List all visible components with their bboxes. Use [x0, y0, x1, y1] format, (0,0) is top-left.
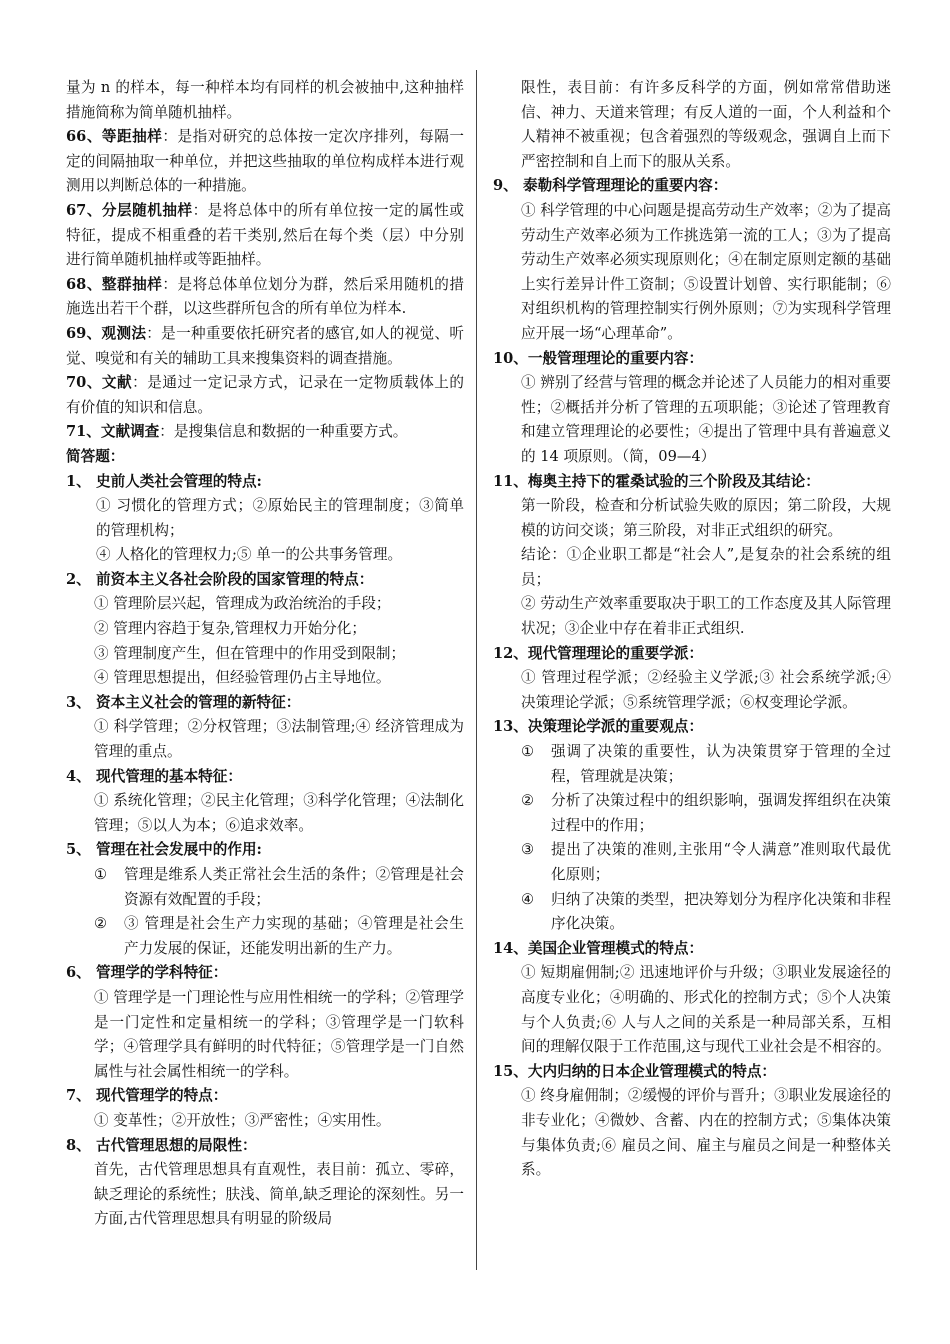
question-title: 大内归纳的日本企业管理模式的特点：: [527, 1062, 777, 1080]
item-text: 提出了决策的准则,主张用“令人满意”准则取代最优化原则；: [551, 841, 891, 883]
answer-item: [493, 888, 891, 937]
term: 67、分层随机抽样: [66, 201, 193, 219]
answer-text: ① 辨别了经营与管理的概念并论述了人员能力的相对重要性；②概括并分析了管理的五项职能；③论述了管理教育和建立管理理论的必要性；④提出了管理中具有普遍意义的 14 项原则。（简，09—4）: [521, 374, 891, 465]
question-title: 现代管理的基本特征：: [96, 767, 242, 785]
item-text: 归纳了决策的类型，把决筹划分为程序化决策和非程序化决策。: [551, 890, 891, 933]
answer-line: ④ 管理思想提出，但经验管理仍占主导地位。: [94, 669, 391, 687]
question-title: 现代管理理论的重要学派：: [527, 644, 704, 662]
continued-paragraph: 限性，表目前：有许多反科学的方面，例如常常借助迷信、神力、天道来管理；有反人道的一面，个人利益和个人精神不被重视；包含着强烈的等级观念，强调自上而下严密控制和自上而下的服从关系。: [521, 79, 891, 170]
item-text: 分析了决策过程中的组织影响，强调发挥组织在决策过程中的作用；: [551, 792, 891, 834]
answer-text: ① 短期雇佣制;② 迅速地评价与升级；③职业发展途径的高度专业化；④明确的、形式化的控制方式；⑤个人决策与个人负责;⑥ 人与人之间的关系是一种局部关系，互相间的理解仅限于工作范围,这与现代工业社会是不相容的。: [521, 964, 891, 1056]
section-heading: 简答题：: [66, 447, 125, 465]
definition-text: ：是搜集信息和数据的一种重要方式。: [159, 423, 408, 441]
answer-line: ② 劳动生产效率重要取决于职工的工作态度及其人际管理状况；③企业中存在着非正式组织.: [521, 595, 891, 638]
question-number: 7、: [66, 1087, 91, 1105]
question-title: 管理在社会发展中的作用:: [96, 841, 262, 859]
question-number: 5、: [66, 841, 91, 859]
question-title: 梅奥主持下的霍桑试验的三个阶段及其结论：: [527, 472, 820, 490]
question-number: 9、: [493, 177, 518, 195]
question-8-heading: [66, 1134, 464, 1159]
answer-item: [493, 789, 891, 838]
question-12-heading: [493, 642, 891, 667]
question-11-heading: [493, 470, 891, 495]
question-2-heading: [66, 568, 464, 593]
item-text: ③ 管理是社会生产力实现的基础；④管理是社会生产力发展的保证，还能发明出新的生产力。: [124, 915, 464, 957]
question-1-heading: [66, 470, 464, 495]
question-15-heading: [493, 1060, 891, 1085]
question-number: 6、: [66, 964, 91, 982]
right-column: [493, 76, 891, 1183]
item-text: 强调了决策的重要性，认为决策贯穿于管理的全过程，管理就是决策；: [551, 743, 891, 785]
item-marker: ②: [94, 915, 108, 933]
question-6-heading: [66, 961, 464, 986]
answer-item: [66, 863, 464, 912]
answer-text: ① 科学管理的中心问题是提高劳动生产效率；②为了提高劳动生产效率必须为工作挑选第一流的工人；③为了提高劳动生产效率必须实现原则化；④在制定原则定额的基础上实行差异计件工资制；⑤设置计划曾、实行职能制；⑥对组织机构的管理控制实行例外原则；⑦为实现科学管理应开展一场“心理革命”。: [521, 201, 891, 342]
column-divider: [476, 70, 477, 1270]
item-marker: ①: [521, 743, 535, 761]
question-number: 8、: [66, 1136, 91, 1154]
question-title: 美国企业管理模式的特点：: [527, 939, 704, 957]
question-title: 管理学的学科特征：: [96, 964, 228, 982]
answer-line: ① 习惯化的管理方式；②原始民主的管理制度；③简单的管理机构；: [96, 497, 464, 539]
definition-66: [66, 125, 464, 199]
term: 71、文献调查: [66, 423, 160, 441]
answer-text: ① 管理学是一门理论性与应用性相统一的学科；②管理学是一门定性和定量相统一的学科；③管理学是一门软科学；④管理学具有鲜明的时代特征；⑤管理学是一门自然属性与社会属性相统一的学科。: [94, 988, 464, 1080]
term: 66、等距抽样: [66, 128, 163, 146]
definition-68: [66, 273, 464, 322]
definition-70: [66, 371, 464, 420]
question-number: 11、: [493, 472, 528, 490]
term: 70、文献: [66, 374, 133, 392]
question-number: 15、: [493, 1062, 528, 1080]
answer-line: ① 管理阶层兴起，管理成为政治统治的手段；: [94, 595, 391, 613]
answer-line: 结论：①企业职工都是“社会人”,是复杂的社会系统的组员；: [521, 546, 891, 588]
question-number: 2、: [66, 570, 91, 588]
question-title: 决策理论学派的重要观点：: [527, 718, 704, 736]
term: 68、整群抽样: [66, 275, 163, 293]
definition-text: ：是一种重要依托研究者的感官,如人的视觉、听觉、嗅觉和有关的辅助工具来搜集资料的调查措施。: [66, 324, 464, 367]
item-marker: ①: [94, 866, 108, 883]
answer-item: [493, 838, 891, 887]
question-3-heading: [66, 691, 464, 716]
answer-line: ② 管理内容趋于复杂,管理权力开始分化；: [94, 620, 366, 638]
answer-text: ① 变革性；②开放性；③严密性；④实用性。: [94, 1111, 391, 1129]
item-marker: ④: [521, 890, 535, 908]
question-7-heading: [66, 1084, 464, 1109]
answer-text: ① 系统化管理；②民主化管理；③科学化管理；④法制化管理；⑤以人为本；⑥追求效率。: [94, 792, 464, 834]
question-number: 4、: [66, 767, 91, 785]
answer-text: ① 管理过程学派；②经验主义学派;③ 社会系统学派;④ 决策理论学派；⑤系统管理学派；⑥权变理论学派。: [521, 669, 891, 711]
answer-line: 第一阶段，检查和分析试验失败的原因；第二阶段，大规模的访问交谈；第三阶段，对非正式组织的研究。: [521, 497, 891, 539]
item-text: 管理是维系人类正常社会生活的条件；②管理是社会资源有效配置的手段；: [124, 866, 464, 908]
definition-text: ：是将总体单位划分为群，然后采用随机的措施选出若干个群，以这些群所包含的所有单位为样本.: [66, 275, 464, 318]
question-number: 3、: [66, 693, 91, 711]
question-title: 现代管理学的特点：: [96, 1087, 228, 1105]
question-number: 12、: [493, 644, 528, 662]
question-number: 13、: [493, 718, 528, 736]
question-title: 泰勒科学管理理论的重要内容：: [523, 177, 728, 195]
question-title: 一般管理理论的重要内容：: [527, 349, 704, 367]
item-marker: ③: [521, 841, 535, 859]
definition-text: ：是指对研究的总体按一定次序排列，每隔一定的间隔抽取一种单位，并把这些抽取的单位构成样本进行观测用以判断总体的一种措施。: [66, 128, 464, 195]
definition-67: [66, 199, 464, 273]
answer-text: ① 终身雇佣制；②缓慢的评价与晋升；③职业发展途径的非专业化；④微妙、含蓄、内在的控制方式；⑤集体决策与集体负责;⑥ 雇员之间、雇主与雇员之间是一种整体关系。: [521, 1087, 891, 1179]
term: 69、观测法: [66, 324, 147, 342]
question-title: 资本主义社会的管理的新特征：: [96, 693, 301, 711]
definition-text: ：是将总体中的所有单位按一定的属性或特征，提成不相重叠的若干类别,然后在每个类（层）中分别进行简单随机抽样或等距抽样。: [66, 201, 464, 269]
question-number: 1、: [66, 472, 91, 490]
question-10-heading: [493, 347, 891, 372]
item-marker: ②: [521, 792, 535, 810]
question-13-heading: [493, 715, 891, 740]
answer-item: [493, 740, 891, 789]
answer-text: 首先，古代管理思想具有直观性，表目前：孤立、零碎，缺乏理论的系统性；肤浅、简单,缺乏理论的深刻性。另一方面,古代管理思想具有明显的阶级局: [94, 1161, 464, 1228]
question-title: 古代管理思想的局限性：: [96, 1136, 257, 1154]
answer-item: [66, 912, 464, 961]
question-title: 史前人类社会管理的特点:: [96, 472, 262, 490]
question-4-heading: [66, 765, 464, 790]
intro-paragraph: 量为 n 的样本，每一种样本均有同样的机会被抽中,这种抽样措施简称为简单随机抽样。: [66, 79, 464, 121]
question-9-heading: [493, 174, 891, 199]
answer-line: ③ 管理制度产生，但在管理中的作用受到限制；: [94, 644, 406, 662]
left-column: [66, 76, 464, 1232]
question-5-heading: [66, 838, 464, 863]
question-number: 14、: [493, 939, 528, 957]
definition-text: ：是通过一定记录方式，记录在一定物质载体上的有价值的知识和信息。: [66, 374, 464, 416]
answer-text: ① 科学管理；②分权管理；③法制管理;④ 经济管理成为管理的重点。: [94, 718, 464, 761]
question-14-heading: [493, 937, 891, 962]
answer-line: ④ 人格化的管理权力;⑤ 单一的公共事务管理。: [96, 546, 403, 564]
question-title: 前资本主义各社会阶段的国家管理的特点：: [96, 570, 374, 588]
definition-71: [66, 420, 464, 445]
definition-69: [66, 322, 464, 371]
question-number: 10、: [493, 349, 528, 367]
